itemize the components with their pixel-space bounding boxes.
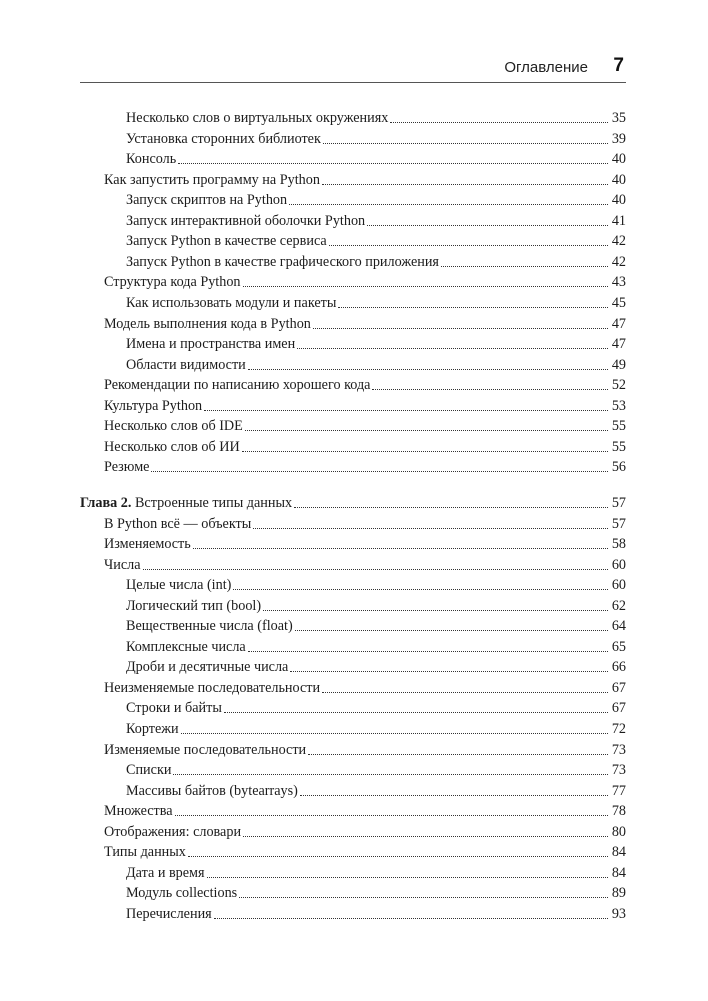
toc-entry xyxy=(104,416,626,436)
dot-leader xyxy=(300,795,608,796)
toc-page-number: 73 xyxy=(611,741,626,758)
toc-entry-title xyxy=(126,719,181,739)
toc-entry-title xyxy=(104,314,313,334)
toc-entry-title xyxy=(126,883,239,903)
toc-page-number: 57 xyxy=(611,494,626,511)
dot-leader xyxy=(248,651,608,652)
toc-page-number: 60 xyxy=(611,577,626,594)
dot-leader xyxy=(263,610,608,611)
toc-entry xyxy=(126,293,626,313)
toc-entry-title xyxy=(104,514,253,534)
toc-entry-title xyxy=(104,416,245,436)
toc-entry-label: Множества xyxy=(104,803,173,820)
toc-entry xyxy=(126,129,626,149)
toc-entry-title xyxy=(126,293,338,313)
dot-leader xyxy=(441,266,608,267)
dot-leader xyxy=(297,348,608,349)
toc-entry-title xyxy=(126,252,441,272)
toc-entry-title xyxy=(126,108,390,128)
dot-leader xyxy=(322,184,608,185)
toc-entry xyxy=(104,396,626,416)
toc-entry xyxy=(126,575,626,595)
toc-entry-label: Несколько слов об IDE xyxy=(104,418,243,435)
dot-leader xyxy=(329,245,608,246)
dot-leader xyxy=(323,143,608,144)
toc-entry-title xyxy=(126,129,323,149)
toc-entry-title xyxy=(104,375,372,395)
toc-page-number: 43 xyxy=(611,274,626,291)
dot-leader xyxy=(290,671,608,672)
toc-entry-label: Массивы байтов (bytearrays) xyxy=(126,782,298,799)
toc-entry xyxy=(126,231,626,251)
dot-leader xyxy=(188,856,608,857)
toc-page-number: 35 xyxy=(611,110,626,126)
dot-leader xyxy=(243,836,608,837)
toc-entry xyxy=(104,272,626,292)
toc-entry xyxy=(104,514,626,534)
toc-entry-label: Отображения: словари xyxy=(104,823,242,840)
toc-page-number: 42 xyxy=(611,233,626,250)
dot-leader xyxy=(173,774,608,775)
dot-leader xyxy=(253,528,608,529)
dot-leader xyxy=(207,877,608,878)
dot-leader xyxy=(245,430,608,431)
toc-page-number: 52 xyxy=(611,377,626,394)
toc-entry-title xyxy=(104,170,322,190)
toc-page-number: 73 xyxy=(611,762,626,778)
toc-entry-title xyxy=(80,493,294,513)
toc-entry-label: Вещественные числа (float) xyxy=(126,618,293,635)
toc-page-number: 66 xyxy=(611,659,626,676)
toc-entry xyxy=(126,883,626,903)
toc-page-number: 93 xyxy=(611,905,626,922)
toc-entry-title xyxy=(104,396,204,416)
toc-entry xyxy=(104,534,626,554)
toc-entry-label: Как использовать модули и пакеты xyxy=(126,295,337,311)
toc-entry-label: Перечисления xyxy=(126,905,212,922)
toc-entry xyxy=(126,698,626,718)
header-page-number: 7 xyxy=(613,55,624,76)
toc-page-number: 49 xyxy=(611,356,626,373)
toc-page-number: 41 xyxy=(611,212,626,229)
toc-entry-label: Рекомендации по написанию хорошего кода xyxy=(104,377,371,394)
toc-entry-label: В Python всё — объекты xyxy=(104,515,252,532)
toc-page-number: 40 xyxy=(611,192,626,209)
dot-leader xyxy=(143,569,609,570)
toc-entry-label: Строки и байты xyxy=(126,700,222,717)
toc-entry-label: Комплексные числа xyxy=(126,638,246,655)
toc-page-number: 60 xyxy=(611,556,626,573)
toc-entry xyxy=(126,616,626,636)
toc-page-number: 45 xyxy=(611,295,626,311)
toc-page-number: 84 xyxy=(611,844,626,861)
toc-page-number: 64 xyxy=(611,618,626,635)
dot-leader xyxy=(308,754,608,755)
dot-leader xyxy=(367,225,608,226)
dot-leader xyxy=(151,471,608,472)
toc-entry-label: Консоль xyxy=(126,151,177,168)
toc-page-number: 67 xyxy=(611,679,626,696)
toc-entry-title xyxy=(126,355,248,375)
header-title: Оглавление xyxy=(504,59,588,76)
toc-entry-title xyxy=(126,231,329,251)
toc-entry-title xyxy=(104,678,322,698)
toc-entry-label: Встроенные типы данных xyxy=(134,494,293,511)
dot-leader xyxy=(313,328,608,329)
toc-entry xyxy=(104,801,626,821)
toc-entry-label: Модуль collections xyxy=(126,885,238,902)
dot-leader xyxy=(372,389,608,390)
toc-entry xyxy=(104,375,626,395)
toc-page-number: 57 xyxy=(611,515,626,532)
toc-entry-title xyxy=(104,555,143,575)
toc-page-number: 40 xyxy=(611,151,626,168)
toc-page-number: 89 xyxy=(611,885,626,902)
chapter-prefix: Глава 2. xyxy=(80,494,132,511)
toc-entry xyxy=(126,719,626,739)
toc-entry xyxy=(126,637,626,657)
toc-entry-title xyxy=(126,863,207,883)
toc-entry-label: Целые числа (int) xyxy=(126,577,232,594)
dot-leader xyxy=(175,815,608,816)
toc-entry xyxy=(104,314,626,334)
toc-entry-label: Имена и пространства имен xyxy=(126,336,296,353)
toc-entry-label: Установка сторонних библиотек xyxy=(126,130,321,147)
dot-leader xyxy=(289,204,608,205)
dot-leader xyxy=(338,307,608,308)
toc-entry-title xyxy=(104,822,243,842)
dot-leader xyxy=(294,507,608,508)
dot-leader xyxy=(233,589,608,590)
toc-entry-title xyxy=(126,904,214,924)
toc-page-number: 65 xyxy=(611,638,626,655)
toc-page-number: 62 xyxy=(611,597,626,614)
toc-entry-label: Несколько слов об ИИ xyxy=(104,438,240,455)
toc-entry xyxy=(126,190,626,210)
toc-page-number: 67 xyxy=(611,700,626,717)
toc-entry-label: Числа xyxy=(104,556,141,573)
toc-entry xyxy=(126,108,626,128)
toc-entry-label: Запуск Python в качестве сервиса xyxy=(126,233,327,250)
dot-leader xyxy=(178,163,608,164)
toc-entry xyxy=(104,740,626,760)
toc-entry-title xyxy=(126,575,233,595)
toc-entry-label: Дата и время xyxy=(126,864,205,881)
dot-leader xyxy=(322,692,608,693)
toc-page-number: 39 xyxy=(611,130,626,147)
toc-entry-title xyxy=(126,596,263,616)
toc-entry-label: Неизменяемые последовательности xyxy=(104,679,321,696)
toc-entry-title xyxy=(126,760,173,780)
toc-entry xyxy=(104,170,626,190)
toc-page-number: 40 xyxy=(611,171,626,188)
running-header xyxy=(80,52,626,83)
dot-leader xyxy=(193,548,608,549)
toc-entry xyxy=(126,781,626,801)
toc-page-number: 53 xyxy=(611,397,626,414)
toc-entry xyxy=(126,149,626,169)
dot-leader xyxy=(295,630,608,631)
toc-chapter-entry xyxy=(80,493,626,513)
toc-entry xyxy=(126,334,626,354)
toc-entry-title xyxy=(104,272,243,292)
toc-page-number: 47 xyxy=(611,315,626,332)
toc-entry xyxy=(104,842,626,862)
dot-leader xyxy=(224,712,608,713)
toc-entry-label: Запуск скриптов на Python xyxy=(126,192,288,209)
toc-entry xyxy=(104,457,626,477)
dot-leader xyxy=(390,122,608,123)
toc-entry-title xyxy=(104,740,308,760)
toc-entry xyxy=(104,678,626,698)
toc-entry-label: Кортежи xyxy=(126,720,179,737)
toc-entry-title xyxy=(104,801,175,821)
dot-leader xyxy=(239,897,608,898)
toc-entry-title xyxy=(126,657,290,677)
toc-entry-label: Несколько слов о виртуальных окружениях xyxy=(126,110,389,126)
toc-page-number: 78 xyxy=(611,803,626,820)
toc-entry-label: Области видимости xyxy=(126,356,246,373)
toc-entry xyxy=(126,211,626,231)
toc-entry-label: Изменяемость xyxy=(104,536,191,552)
toc-page-number: 55 xyxy=(611,418,626,435)
toc-entry-label: Дроби и десятичные числа xyxy=(126,659,289,676)
dot-leader xyxy=(248,369,608,370)
dot-leader xyxy=(214,918,608,919)
dot-leader xyxy=(204,410,608,411)
toc-entry-title xyxy=(126,637,248,657)
dot-leader xyxy=(242,451,608,452)
toc-entry xyxy=(126,863,626,883)
toc-entry-label: Типы данных xyxy=(104,844,186,861)
toc-entry-title xyxy=(126,698,224,718)
toc-entry-title xyxy=(104,457,151,477)
toc-entry-label: Модель выполнения кода в Python xyxy=(104,315,311,332)
toc-entry xyxy=(126,657,626,677)
toc-entry-label: Запуск Python в качестве графического приложения xyxy=(126,253,439,270)
toc-entry-title xyxy=(126,781,300,801)
dot-leader xyxy=(243,286,608,287)
toc-entry-label: Культура Python xyxy=(104,397,203,414)
toc-entry-title xyxy=(104,437,242,457)
toc-entry-title xyxy=(104,842,188,862)
toc-entry-label: Структура кода Python xyxy=(104,274,241,291)
toc-entry-title xyxy=(126,190,289,210)
toc-page-number: 55 xyxy=(611,438,626,455)
toc-entry xyxy=(104,555,626,575)
toc-entry-title xyxy=(126,334,297,354)
toc-entry-title xyxy=(104,534,193,554)
toc-page-number: 47 xyxy=(611,336,626,353)
toc-page-number: 56 xyxy=(611,459,626,476)
toc-page-number: 58 xyxy=(611,536,626,552)
toc-entry-label: Запуск интерактивной оболочки Python xyxy=(126,212,366,229)
toc-entry-label: Резюме xyxy=(104,459,150,476)
toc-entry-label: Как запустить программу на Python xyxy=(104,171,320,188)
toc-entry xyxy=(104,437,626,457)
toc-entry xyxy=(104,822,626,842)
toc-entry xyxy=(126,760,626,780)
toc-entry-label: Изменяемые последовательности xyxy=(104,741,307,758)
toc-page-number: 77 xyxy=(611,782,626,799)
toc-page-number: 80 xyxy=(611,823,626,840)
dot-leader xyxy=(181,733,608,734)
toc-page-number: 42 xyxy=(611,253,626,270)
toc-entry-label: Списки xyxy=(126,762,172,778)
toc-entry-title xyxy=(126,149,178,169)
toc-entry xyxy=(126,596,626,616)
toc-entry xyxy=(126,355,626,375)
toc-entry-title xyxy=(126,616,295,636)
toc-entry-label: Логический тип (bool) xyxy=(126,597,262,614)
toc-entry xyxy=(126,904,626,924)
toc-entry xyxy=(126,252,626,272)
toc-page-number: 72 xyxy=(611,720,626,737)
toc-entry-title xyxy=(126,211,367,231)
toc-page-number: 84 xyxy=(611,864,626,881)
